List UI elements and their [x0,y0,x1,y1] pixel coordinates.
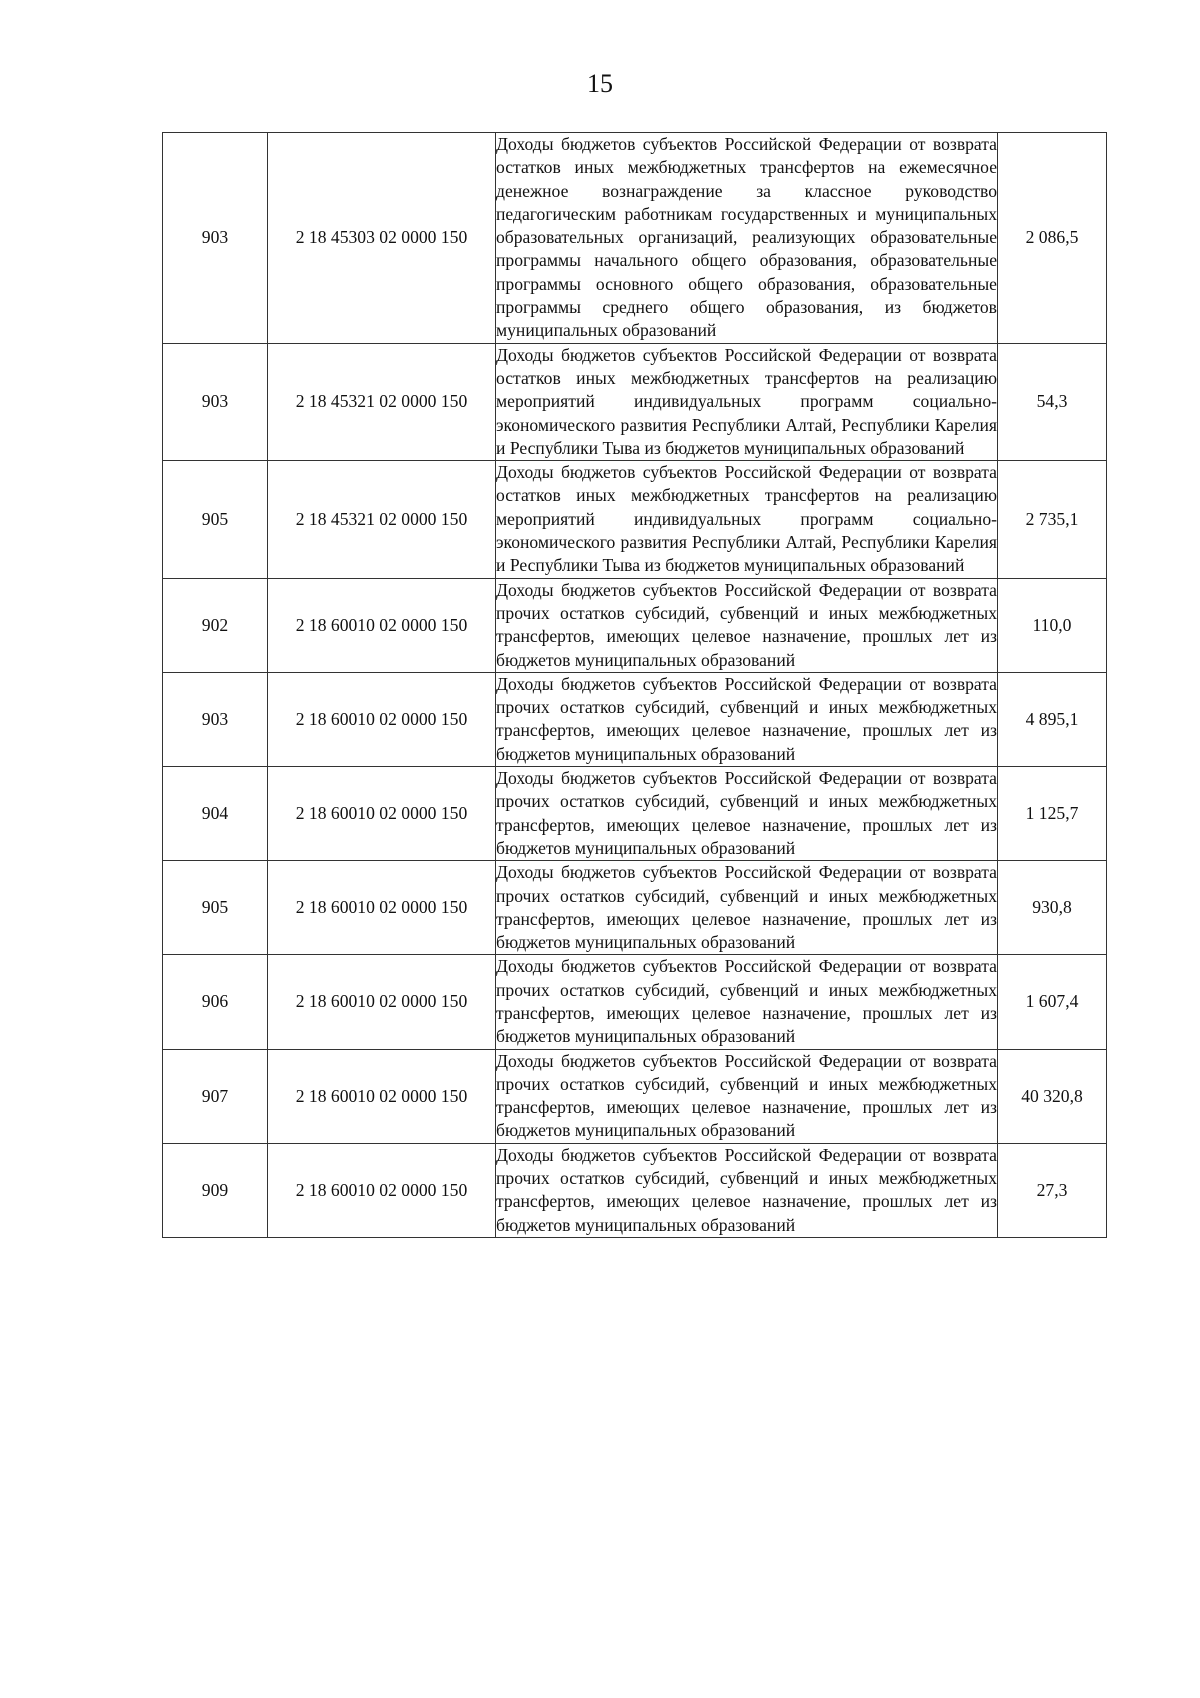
budget-classification-code-cell: 2 18 60010 02 0000 150 [268,672,496,766]
budget-classification-code-cell: 2 18 60010 02 0000 150 [268,1143,496,1237]
budget-classification-code-cell: 2 18 60010 02 0000 150 [268,861,496,955]
admin-code-cell: 909 [163,1143,268,1237]
table-row [163,1143,1107,1237]
table-row [163,1049,1107,1143]
revenue-description-cell [496,1143,998,1237]
table-row [163,955,1107,1049]
table-row [163,461,1107,578]
admin-code-cell: 903 [163,133,268,344]
amount-cell: 2 086,5 [998,133,1107,344]
revenue-description-text: Доходы бюджетов субъектов Российской Федерации от возврата прочих остатков субсидий, субвенций и иных межбюджетных трансфертов, имеющих целевое назначение, прошлых лет из бюджетов муниципальных образований [496,956,997,1047]
revenue-description-text: Доходы бюджетов субъектов Российской Федерации от возврата прочих остатков субсидий, субвенций и иных межбюджетных трансфертов, имеющих целевое назначение, прошлых лет из бюджетов муниципальных образований [496,1050,997,1141]
table-row [163,672,1107,766]
admin-code-cell: 907 [163,1049,268,1143]
amount-cell: 54,3 [998,343,1107,460]
admin-code-cell: 905 [163,461,268,578]
budget-classification-code-cell: 2 18 60010 02 0000 150 [268,578,496,672]
amount-cell: 1 607,4 [998,955,1107,1049]
table-row [163,133,1107,344]
table-row [163,578,1107,672]
admin-code-cell: 905 [163,861,268,955]
amount-cell: 40 320,8 [998,1049,1107,1143]
revenue-description-text: Доходы бюджетов субъектов Российской Федерации от возврата прочих остатков субсидий, субвенций и иных межбюджетных трансфертов, имеющих целевое назначение, прошлых лет из бюджетов муниципальных образований [496,768,997,858]
budget-classification-code-cell: 2 18 45321 02 0000 150 [268,343,496,460]
revenue-table [162,132,1107,1238]
revenue-description-cell [496,343,998,460]
amount-cell: 1 125,7 [998,767,1107,861]
admin-code-cell: 902 [163,578,268,672]
budget-classification-code-cell: 2 18 60010 02 0000 150 [268,1049,496,1143]
budget-classification-code-cell: 2 18 60010 02 0000 150 [268,955,496,1049]
revenue-description-text: Доходы бюджетов субъектов Российской Федерации от возврата прочих остатков субсидий, субвенций и иных межбюджетных трансфертов, имеющих целевое назначение, прошлых лет из бюджетов муниципальных образований [496,673,997,764]
revenue-description-cell [496,578,998,672]
admin-code-cell: 903 [163,672,268,766]
budget-classification-code-cell: 2 18 45303 02 0000 150 [268,133,496,344]
revenue-description-cell [496,133,998,344]
page-number: 15 [587,69,613,98]
revenue-description-text: Доходы бюджетов субъектов Российской Федерации от возврата остатков иных межбюджетных трансфертов на реализацию мероприятий индивидуальных программ социально-экономического развития Республики Алтай, Республики Карелия и Республики Тыва из бюджетов муниципальных образований [496,462,997,576]
revenue-description-text: Доходы бюджетов субъектов Российской Федерации от возврата остатков иных межбюджетных трансфертов на ежемесячное денежное вознаграждение за классное руководство педагогическим работникам государственных и муниципальных образовательных организаций, реализующих образовательные программы начального общего образования, образовательные программы основного общего образования, образовательные программы среднего общего образования, из бюджетов муниципальных образований [496,134,997,341]
amount-cell: 110,0 [998,578,1107,672]
table-row [163,767,1107,861]
amount-cell: 27,3 [998,1143,1107,1237]
budget-classification-code-cell: 2 18 45321 02 0000 150 [268,461,496,578]
revenue-description-cell [496,861,998,955]
revenue-description-text: Доходы бюджетов субъектов Российской Федерации от возврата прочих остатков субсидий, субвенций и иных межбюджетных трансфертов, имеющих целевое назначение, прошлых лет из бюджетов муниципальных образований [496,579,997,670]
revenue-description-cell [496,461,998,578]
amount-cell: 4 895,1 [998,672,1107,766]
revenue-description-cell [496,767,998,861]
revenue-description-cell [496,1049,998,1143]
amount-cell: 930,8 [998,861,1107,955]
revenue-description-cell [496,955,998,1049]
table-row [163,861,1107,955]
budget-classification-code-cell: 2 18 60010 02 0000 150 [268,767,496,861]
revenue-description-text: Доходы бюджетов субъектов Российской Федерации от возврата прочих остатков субсидий, субвенций и иных межбюджетных трансфертов, имеющих целевое назначение, прошлых лет из бюджетов муниципальных образований [496,1144,997,1235]
admin-code-cell: 904 [163,767,268,861]
amount-cell: 2 735,1 [998,461,1107,578]
revenue-description-text: Доходы бюджетов субъектов Российской Федерации от возврата остатков иных межбюджетных трансфертов на реализацию мероприятий индивидуальных программ социально-экономического развития Республики Алтай, Республики Карелия и Республики Тыва из бюджетов муниципальных образований [496,344,997,458]
admin-code-cell: 903 [163,343,268,460]
revenue-description-cell [496,672,998,766]
admin-code-cell: 906 [163,955,268,1049]
revenue-description-text: Доходы бюджетов субъектов Российской Федерации от возврата прочих остатков субсидий, субвенций и иных межбюджетных трансфертов, имеющих целевое назначение, прошлых лет из бюджетов муниципальных образований [496,862,997,953]
table-row [163,343,1107,460]
